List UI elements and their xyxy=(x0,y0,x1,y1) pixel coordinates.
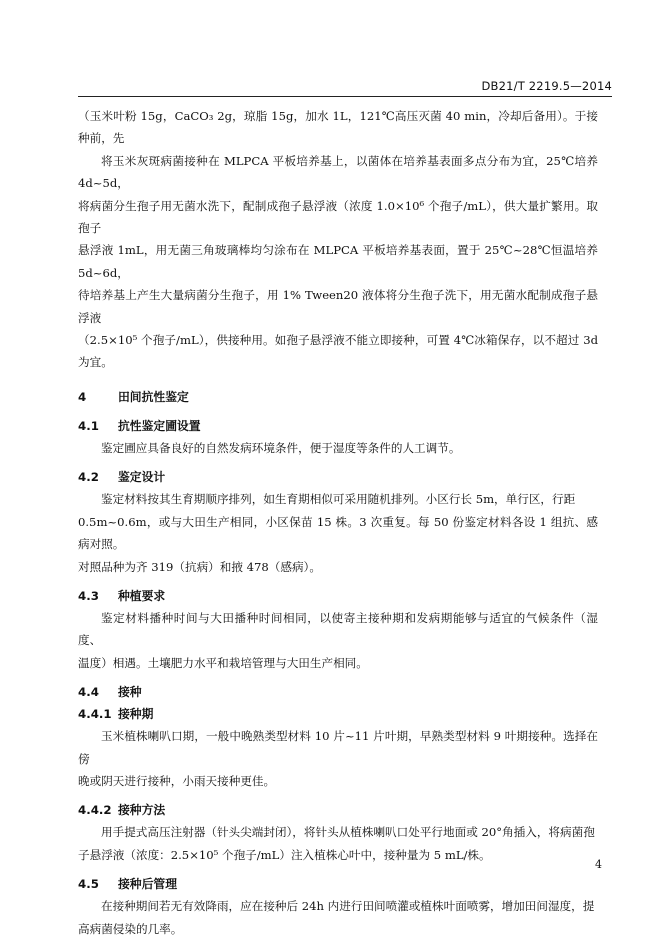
section-heading-4-2: 4.2 鉴定设计 xyxy=(78,470,166,485)
intro-line: （2.5×10⁵ 个孢子/mL），供接种用。如孢子悬浮液不能立即接种，可置 4℃冰箱保存，以不超过 3d 为宜。 xyxy=(78,333,598,370)
section-text: 晚或阴天进行接种，小雨天接种更佳。 xyxy=(78,773,276,788)
section-text: 玉米植株喇叭口期，一般中晚熟类型材料 10 片~11 片叶期，早熟类型材料 9 叶期接种。选择在傍 xyxy=(78,729,598,766)
section-heading-4-5: 4.5 接种后管理 xyxy=(78,877,177,892)
section-text: 温度）相遇。土壤肥力水平和栽培管理与大田生产相同。 xyxy=(78,655,368,670)
section-text: 高病菌侵染的几率。 xyxy=(78,921,183,936)
section-text: 0.5m~0.6m，或与大田生产相同，小区保苗 15 株。3 次重复。每 50 份鉴定材料各设 1 组抗、感病对照。 xyxy=(78,514,598,552)
intro-line: 将病菌分生孢子用无菌水洗下，配制成孢子悬浮液（浓度 1.0×10⁶ 个孢子/mL），供大量扩繁用。取孢子 xyxy=(78,198,598,236)
standard-code: DB21/T 2219.5—2014 xyxy=(481,79,612,93)
section-heading-4-4-1: 4.4.1 接种期 xyxy=(78,707,154,722)
intro-line: 悬浮液 1mL，用无菌三角玻璃棒均匀涂布在 MLPCA 平板培养基表面，置于 25℃~28℃恒温培养 5d~6d， xyxy=(78,243,598,280)
section-text: 鉴定材料播种时间与大田播种时间相同，以使寄主接种期和发病期能够与适宜的气候条件（湿度、 xyxy=(78,610,598,648)
intro-line: 待培养基上产生大量病菌分生孢子，用 1% Tween20 液体将分生孢子洗下，用无菌水配制成孢子悬浮液 xyxy=(78,288,598,325)
section-text: 子悬浮液（浓度：2.5×10⁵ 个孢子/mL）注入植株心叶中，接种量为 5 mL/株。 xyxy=(78,847,491,862)
section-heading-4: 4 田间抗性鉴定 xyxy=(78,389,189,404)
section-text: 鉴定圃应具备良好的自然发病环境条件，便于湿度等条件的人工调节。 xyxy=(101,440,461,455)
intro-line: （玉米叶粉 15g，CaCO₃ 2g，琼脂 15g，加水 1L，121℃高压灭菌 40 min，冷却后备用）。于接种前，先 xyxy=(78,109,598,146)
section-text: 鉴定材料按其生育期顺序排列，如生育期相似可采用随机排列。小区行长 5m，单行区，行距 xyxy=(101,492,576,507)
section-heading-4-4-2: 4.4.2 接种方法 xyxy=(78,803,166,818)
intro-line: 将玉米灰斑病菌接种在 MLPCA 平板培养基上，以菌体在培养基表面多点分布为宜，25℃培养 4d~5d， xyxy=(78,153,598,191)
section-text: 在接种期间若无有效降雨，应在接种后 24h 内进行田间喷灌或植株叶面喷雾，增加田间湿度，提 xyxy=(101,899,595,914)
section-heading-4-3: 4.3 种植要求 xyxy=(78,588,166,603)
header-rule xyxy=(78,96,612,97)
page-content xyxy=(78,105,598,940)
section-text: 对照品种为齐 319（抗病）和掖 478（感病）。 xyxy=(78,559,321,574)
section-text: 用手提式高压注射器（针头尖端封闭），将针头从植株喇叭口处平行地面或 20°角插入，将病菌孢 xyxy=(101,825,595,840)
section-heading-4-4: 4.4 接种 xyxy=(78,685,142,700)
section-heading-4-1: 4.1 抗性鉴定圃设置 xyxy=(78,418,201,433)
page-number: 4 xyxy=(595,858,602,871)
